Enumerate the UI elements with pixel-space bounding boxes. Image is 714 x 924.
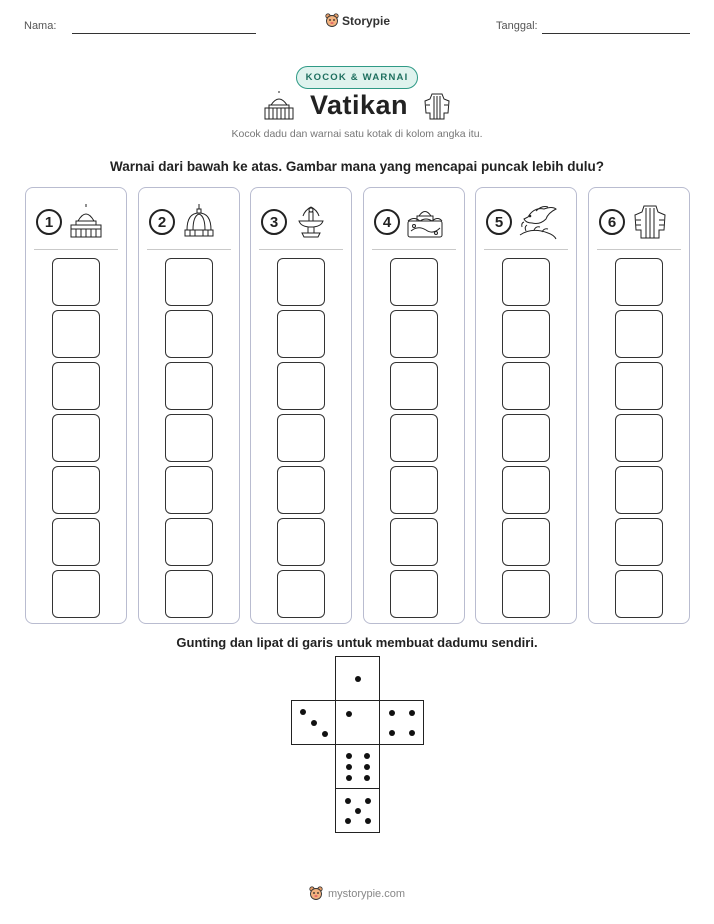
color-box[interactable] bbox=[502, 518, 550, 566]
die-face-1 bbox=[335, 656, 380, 701]
brand-name: Storypie bbox=[342, 13, 391, 28]
column-divider bbox=[372, 249, 456, 250]
color-box[interactable] bbox=[52, 362, 100, 410]
column-header bbox=[36, 202, 116, 242]
die-pip bbox=[364, 764, 370, 770]
color-box[interactable] bbox=[277, 518, 325, 566]
die-pip bbox=[409, 730, 415, 736]
die-face-6 bbox=[335, 744, 380, 789]
color-box[interactable] bbox=[52, 414, 100, 462]
color-box[interactable] bbox=[390, 414, 438, 462]
die-pip bbox=[311, 720, 317, 726]
page-title: Vatikan bbox=[309, 90, 409, 120]
color-box[interactable] bbox=[615, 570, 663, 618]
color-box[interactable] bbox=[615, 310, 663, 358]
color-box[interactable] bbox=[502, 466, 550, 514]
die-face-1 bbox=[335, 700, 380, 745]
color-box[interactable] bbox=[277, 466, 325, 514]
column-number: 5 bbox=[486, 209, 512, 235]
die-pip bbox=[389, 730, 395, 736]
storypie-mascot-icon bbox=[309, 886, 323, 901]
column-number: 3 bbox=[261, 209, 287, 235]
column-header bbox=[599, 202, 679, 242]
date-field-line[interactable] bbox=[542, 33, 690, 34]
die-pip bbox=[365, 818, 371, 824]
color-box[interactable] bbox=[52, 518, 100, 566]
color-box[interactable] bbox=[277, 258, 325, 306]
cut-instruction: Gunting dan lipat di garis untuk membuat dadumu sendiri. bbox=[176, 635, 538, 650]
column-header bbox=[486, 202, 566, 242]
column-4 bbox=[363, 187, 465, 624]
color-box[interactable] bbox=[52, 570, 100, 618]
column-number: 6 bbox=[599, 209, 625, 235]
die-pip bbox=[345, 818, 351, 824]
column-header bbox=[374, 202, 454, 242]
die-pip bbox=[346, 711, 352, 717]
garden-icon bbox=[406, 204, 444, 240]
color-box[interactable] bbox=[615, 414, 663, 462]
color-box[interactable] bbox=[390, 258, 438, 306]
column-1 bbox=[25, 187, 127, 624]
column-divider bbox=[147, 249, 231, 250]
die-pip bbox=[365, 798, 371, 804]
die-pip bbox=[300, 709, 306, 715]
column-divider bbox=[259, 249, 343, 250]
column-3 bbox=[250, 187, 352, 624]
brand-logo bbox=[325, 13, 390, 28]
color-box[interactable] bbox=[165, 466, 213, 514]
date-label: Tanggal: bbox=[496, 20, 538, 32]
guard-uniform-icon bbox=[422, 91, 452, 121]
storypie-mascot-icon bbox=[325, 13, 339, 28]
die-pip bbox=[389, 710, 395, 716]
color-box[interactable] bbox=[52, 310, 100, 358]
die-pip bbox=[409, 710, 415, 716]
column-header bbox=[261, 202, 341, 242]
footer bbox=[0, 886, 714, 901]
color-box[interactable] bbox=[52, 466, 100, 514]
color-box[interactable] bbox=[502, 414, 550, 462]
fountain-icon bbox=[293, 204, 329, 240]
color-box[interactable] bbox=[615, 362, 663, 410]
color-box[interactable] bbox=[277, 362, 325, 410]
die-pip bbox=[364, 775, 370, 781]
instruction: Warnai dari bawah ke atas. Gambar mana yang mencapai puncak lebih dulu? bbox=[110, 159, 604, 174]
column-divider bbox=[484, 249, 568, 250]
dome-icon bbox=[181, 204, 217, 240]
column-5 bbox=[475, 187, 577, 624]
name-label: Nama: bbox=[24, 20, 57, 32]
activity-tag: KOCOK & WARNAI bbox=[296, 66, 418, 89]
guard-uniform-icon bbox=[631, 203, 669, 241]
die-pip bbox=[345, 798, 351, 804]
name-field-line[interactable] bbox=[72, 33, 256, 34]
basilica-icon bbox=[262, 91, 296, 121]
dove-icon bbox=[518, 203, 558, 241]
color-box[interactable] bbox=[390, 362, 438, 410]
column-divider bbox=[597, 249, 681, 250]
die-face-4 bbox=[379, 700, 424, 745]
column-divider bbox=[34, 249, 118, 250]
column-number: 1 bbox=[36, 209, 62, 235]
column-number: 2 bbox=[149, 209, 175, 235]
column-number: 4 bbox=[374, 209, 400, 235]
color-box[interactable] bbox=[390, 518, 438, 566]
color-box[interactable] bbox=[502, 362, 550, 410]
color-box[interactable] bbox=[165, 518, 213, 566]
color-box[interactable] bbox=[502, 258, 550, 306]
color-box[interactable] bbox=[502, 310, 550, 358]
color-box[interactable] bbox=[390, 466, 438, 514]
color-box[interactable] bbox=[390, 310, 438, 358]
die-pip bbox=[355, 808, 361, 814]
color-box[interactable] bbox=[390, 570, 438, 618]
color-box[interactable] bbox=[165, 414, 213, 462]
die-face-5 bbox=[335, 788, 380, 833]
color-box[interactable] bbox=[52, 258, 100, 306]
die-pip bbox=[346, 775, 352, 781]
die-face-3 bbox=[291, 700, 336, 745]
title-row bbox=[0, 90, 714, 121]
color-box[interactable] bbox=[615, 466, 663, 514]
column-header bbox=[149, 202, 229, 242]
color-box[interactable] bbox=[165, 258, 213, 306]
column-6 bbox=[588, 187, 690, 624]
column-2 bbox=[138, 187, 240, 624]
basilica-icon bbox=[68, 204, 104, 240]
color-box[interactable] bbox=[502, 570, 550, 618]
die-pip bbox=[364, 753, 370, 759]
color-box[interactable] bbox=[165, 310, 213, 358]
die-pip bbox=[322, 731, 328, 737]
color-box[interactable] bbox=[277, 570, 325, 618]
die-pip bbox=[346, 753, 352, 759]
color-box[interactable] bbox=[615, 518, 663, 566]
footer-url[interactable]: mystorypie.com bbox=[327, 887, 406, 900]
die-pip bbox=[355, 676, 361, 682]
color-box[interactable] bbox=[615, 258, 663, 306]
die-pip bbox=[346, 764, 352, 770]
color-box[interactable] bbox=[277, 414, 325, 462]
color-box[interactable] bbox=[165, 362, 213, 410]
subtitle: Kocok dadu dan warnai satu kotak di kolom angka itu. bbox=[231, 128, 483, 140]
color-box[interactable] bbox=[277, 310, 325, 358]
color-box[interactable] bbox=[165, 570, 213, 618]
